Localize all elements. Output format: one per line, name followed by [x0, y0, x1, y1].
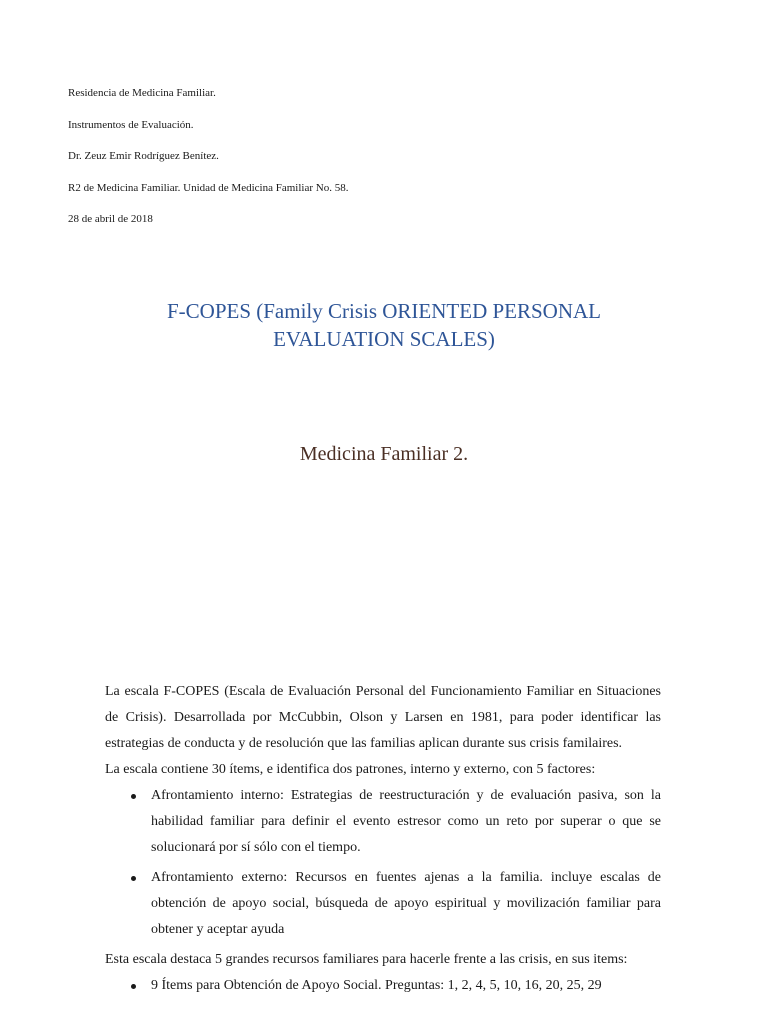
- document-header: [68, 86, 348, 244]
- title-line-2: EVALUATION SCALES): [273, 327, 495, 351]
- header-course: Instrumentos de Evaluación.: [68, 118, 194, 131]
- header-residency: Residencia de Medicina Familiar.: [68, 87, 216, 99]
- document-title: [0, 297, 768, 353]
- patterns-list: [105, 783, 661, 943]
- title-line-1: F-COPES (Family Crisis ORIENTED PERSONAL: [166, 299, 602, 323]
- list-item: Afrontamiento interno: Estrategias de reestructuración y de evaluación pasiva, son la habilidad familiar para definir el evento estresor como un reto por superar o que se solucionará por sí sólo con el tiempo.: [151, 783, 661, 861]
- items-paragraph: La escala contiene 30 ítems, e identifica dos patrones, interno y externo, con 5 factores:: [105, 762, 596, 777]
- list-item: 9 Ítems para Obtención de Apoyo Social. Preguntas: 1, 2, 4, 5, 10, 16, 20, 25, 29: [151, 973, 661, 999]
- intro-paragraph: La escala F-COPES (Escala de Evaluación Personal del Funcionamiento Familiar en Situaciones de Crisis). Desarrollada por McCubbin, Olson y Larsen en 1981, para poder identificar las estrategias de conducta y de resolución que las familias aplican durante sus crisis familaires.: [105, 684, 661, 751]
- header-date: 28 de abril de 2018: [68, 213, 153, 225]
- header-unit: R2 de Medicina Familiar. Unidad de Medicina Familiar No. 58.: [68, 181, 349, 194]
- resources-list: [105, 973, 661, 999]
- document-subtitle: Medicina Familiar 2.: [299, 443, 469, 465]
- header-author: Dr. Zeuz Emir Rodríguez Benítez.: [68, 150, 219, 162]
- resources-paragraph: Esta escala destaca 5 grandes recursos familiares para hacerle frente a las crisis, en sus items:: [105, 952, 628, 967]
- document-body: [105, 679, 661, 1003]
- list-item: Afrontamiento externo: Recursos en fuentes ajenas a la familia. incluye escalas de obtención de apoyo social, búsqueda de apoyo espiritual y movilización familiar para obtener y aceptar ayuda: [151, 865, 661, 943]
